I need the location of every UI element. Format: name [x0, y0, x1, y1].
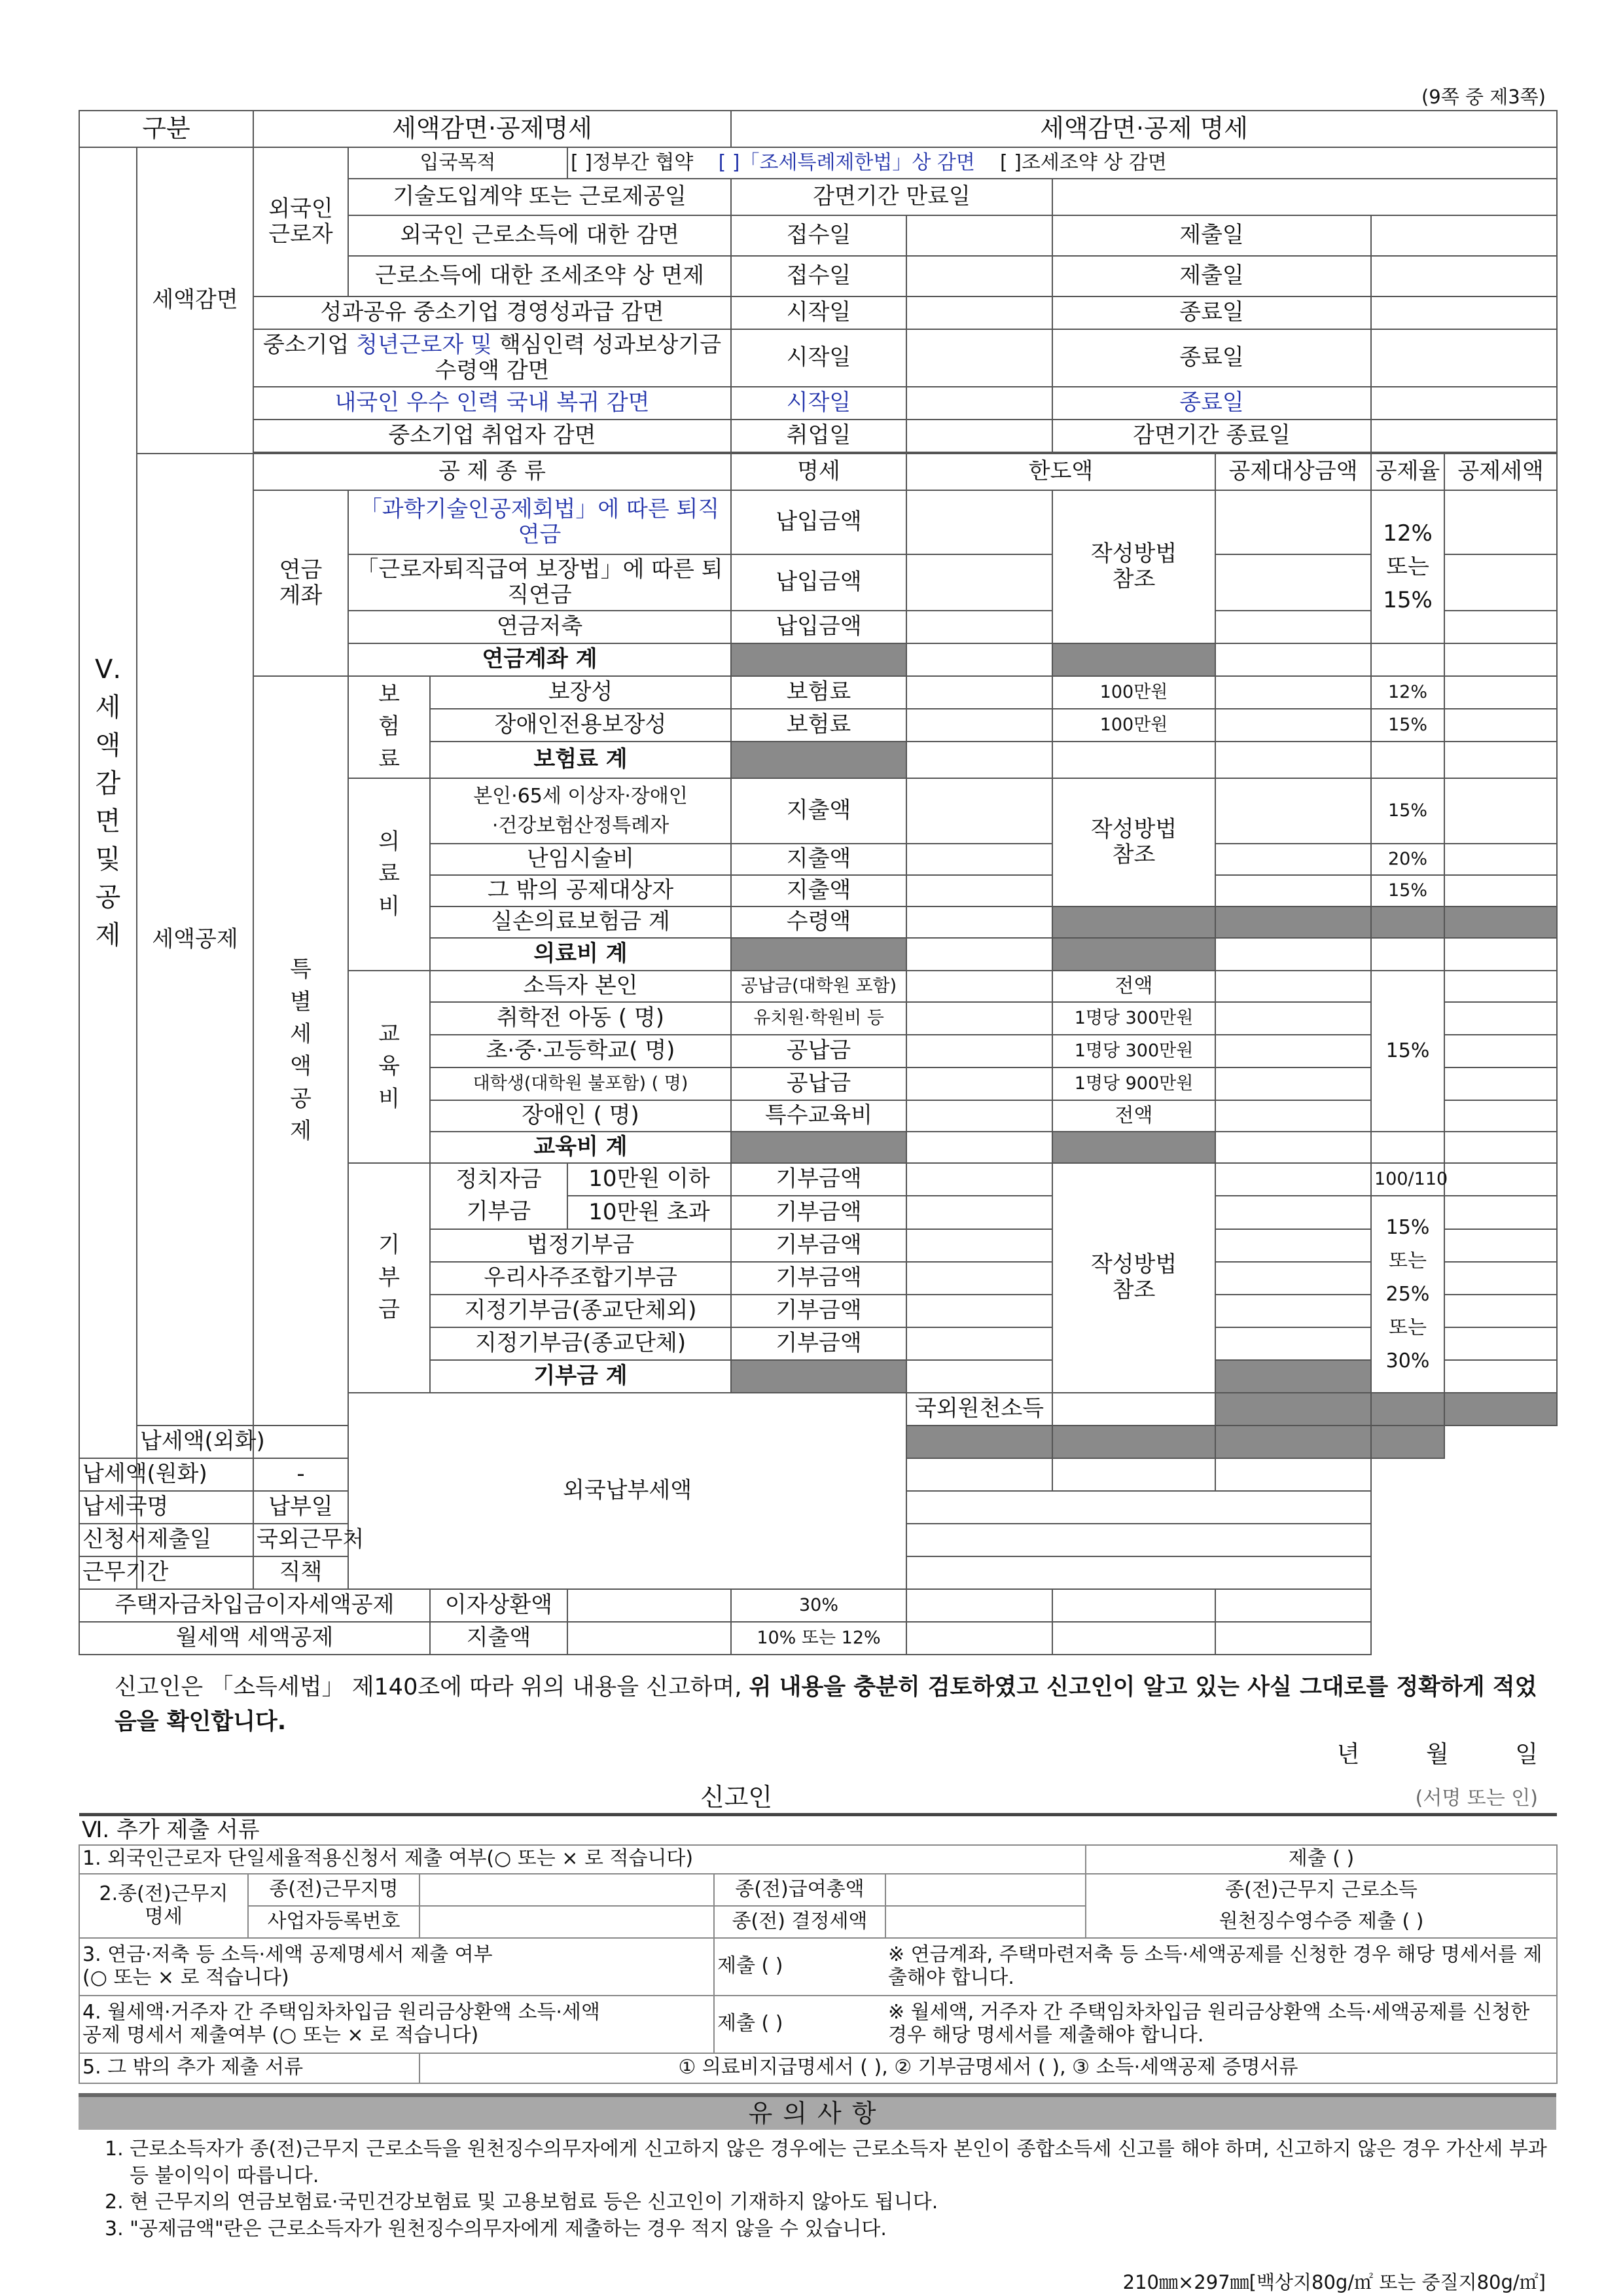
cautions-section	[79, 2093, 1556, 2242]
donation-total-label: 기부금 계	[430, 1360, 731, 1393]
premium-value[interactable]	[906, 676, 1052, 709]
education-total-value[interactable]	[906, 1132, 1052, 1163]
edu-rate: 15%	[1371, 971, 1444, 1132]
application-date-label: 신청서제출일	[79, 1524, 137, 1556]
pension-total-rate	[1371, 643, 1444, 676]
donation-target[interactable]	[1215, 1196, 1371, 1229]
page-number: (9쪽 중 제3쪽)	[1421, 86, 1546, 108]
edu-detail: 특수교육비	[731, 1100, 906, 1132]
donation-amount-label: 기부금액	[731, 1229, 906, 1262]
medical-rate: 15%	[1371, 778, 1444, 844]
prev-decided-tax-value[interactable]	[885, 1906, 1086, 1938]
esop-donation-label: 우리사주조합기부금	[430, 1262, 731, 1295]
housing-rate-col	[1052, 1589, 1215, 1622]
shaded-cell	[1371, 1393, 1444, 1426]
treaty-exempt-label: 근로소득에 대한 조세조약 상 면제	[348, 256, 731, 296]
pension-label: 연금 계좌	[253, 490, 348, 676]
medical-spent-label: 지출액	[731, 875, 906, 906]
medical-total-target[interactable]	[1215, 938, 1371, 971]
pension-total-target[interactable]	[1215, 643, 1371, 676]
donation-amount-label: 기부금액	[731, 1196, 906, 1229]
end-date-value[interactable]	[1371, 387, 1557, 420]
medical-target[interactable]	[1215, 875, 1371, 906]
medical-spent-value[interactable]	[906, 844, 1052, 875]
caution-item: 3. "공제금액"란은 근로소득자가 원천징수의무자에게 제출하는 경우 적지 않을 수 있습니다.	[105, 2217, 887, 2240]
shaded-cell	[731, 643, 906, 676]
medical-total-label: 의료비 계	[430, 938, 731, 971]
edu-limit: 1명당 300만원	[1052, 1002, 1215, 1035]
pension-target-value[interactable]	[1215, 554, 1371, 611]
edu-amount[interactable]	[1444, 1067, 1557, 1100]
medical-label: 의 료 비	[348, 778, 430, 971]
employed-date-value[interactable]	[906, 420, 1052, 452]
pay-date-value[interactable]	[906, 1491, 1371, 1524]
legal-donation-label: 법정기부금	[430, 1229, 731, 1262]
premium-label: 보험료	[731, 676, 906, 709]
header-items: 세액감면·공제명세	[253, 111, 731, 147]
shaded-cell	[1052, 643, 1215, 676]
start-date-label: 시작일	[731, 387, 906, 420]
insurance-rate: 15%	[1371, 709, 1444, 742]
sme-employee-label: 중소기업 취업자 감면	[253, 420, 731, 452]
doc-pension-note: ※ 연금계좌, 주택마련저축 등 소득·세액공제를 신청한 경우 해당 명세서를 제출해야 합니다.	[885, 1938, 1557, 1996]
medical-rate: 20%	[1371, 844, 1444, 875]
insurance-protect-label: 보장성	[430, 676, 731, 709]
paid-fx-label: 납세액(외화)	[137, 1426, 253, 1458]
donation-amount-value[interactable]	[906, 1295, 1052, 1327]
period-end-label: 감면기간 종료일	[1052, 420, 1371, 452]
insurance-target[interactable]	[1215, 676, 1371, 709]
medical-spent-label: 지출액	[731, 778, 906, 844]
doc-pension-statement-label: 3. 연금·저축 등 소득·세액 공제명세서 제출 여부 (○ 또는 × 로 적습니다)	[79, 1938, 714, 1996]
paid-krw-label: 납세액(원화)	[79, 1458, 137, 1491]
housing-detail-label: 이자상환액	[430, 1589, 567, 1622]
edu-target[interactable]	[1215, 1002, 1371, 1035]
prev-decided-tax-label: 종(전) 결정세액	[714, 1906, 885, 1938]
edu-detail-value[interactable]	[906, 1100, 1052, 1132]
donation-amount-label: 기부금액	[731, 1295, 906, 1327]
medical-total-rate	[1371, 938, 1444, 971]
education-total-label: 교육비 계	[430, 1132, 731, 1163]
end-date-label: 종료일	[1052, 329, 1371, 387]
shaded-cell	[1371, 906, 1444, 938]
col-deduction-type: 공 제 종 류	[253, 454, 731, 490]
donation-tax[interactable]	[1444, 1196, 1557, 1229]
pension-target-value[interactable]	[1215, 490, 1371, 554]
donation-rate: 15% 또는 25% 또는 30%	[1371, 1196, 1444, 1393]
paper-spec: 210㎜×297㎜[백상지80g/㎡ 또는 중질지80g/㎡]	[1122, 2271, 1546, 2293]
submitted-date-value[interactable]	[1371, 256, 1557, 296]
pension-amount-value[interactable]	[1444, 554, 1557, 611]
edu-limit: 전액	[1052, 971, 1215, 1002]
medical-amount[interactable]	[1444, 875, 1557, 906]
edu-target[interactable]	[1215, 1035, 1371, 1067]
submitted-date-label: 제출일	[1052, 215, 1371, 256]
end-date-label: 종료일	[1052, 387, 1371, 420]
edu-detail: 공납금(대학원 포함)	[731, 971, 906, 1002]
indemnity-label: 실손의료보험금 계	[430, 906, 731, 938]
edu-detail-value[interactable]	[906, 971, 1052, 1002]
start-date-value[interactable]	[906, 387, 1052, 420]
pension-total-label: 연금계좌 계	[348, 643, 731, 676]
donation-tax[interactable]	[1444, 1163, 1557, 1196]
prev-biz-number-value[interactable]	[419, 1906, 714, 1938]
prev-receipt-submit[interactable]: 종(전)근무지 근로소득 원천징수영수증 제출 ( )	[1086, 1874, 1557, 1938]
education-total-target[interactable]	[1215, 1132, 1371, 1163]
doc-single-rate-label: 1. 외국인근로자 단일세율적용신청서 제출 여부(○ 또는 × 로 적습니다)	[79, 1845, 1086, 1874]
donation-amount-label: 기부금액	[731, 1327, 906, 1360]
employed-date-label: 취업일	[731, 420, 906, 452]
rent-rate: 10% 또는 12%	[731, 1622, 906, 1655]
donation-target[interactable]	[1215, 1295, 1371, 1327]
col-deduction-amount: 공제세액	[1444, 454, 1557, 490]
caution-item: 2. 현 근무지의 연금보험료·국민건강보험료 및 고용보험료 등은 신고인이 기재하지 않아도 됩니다.	[105, 2191, 938, 2214]
housing-target[interactable]	[906, 1589, 1052, 1622]
return-talent-label: 내국인 우수 인력 국내 복귀 감면	[253, 387, 731, 420]
donation-tax[interactable]	[1444, 1295, 1557, 1327]
additional-documents-table	[79, 1813, 1558, 2084]
donation-tax[interactable]	[1444, 1327, 1557, 1360]
edu-detail-value[interactable]	[906, 1035, 1052, 1067]
doc-prev-workplace-label: 2.종(전)근무지 명세	[79, 1874, 248, 1938]
edu-target[interactable]	[1215, 1067, 1371, 1100]
pension-savings-label: 연금저축	[348, 611, 731, 643]
rent-deduction-label: 월세액 세액공제	[79, 1622, 430, 1655]
pension-amount-value[interactable]	[1444, 611, 1557, 643]
shaded-cell	[906, 1426, 1052, 1458]
received-date-value[interactable]	[906, 256, 1052, 296]
medical-received-value[interactable]	[906, 906, 1052, 938]
start-date-value[interactable]	[906, 296, 1052, 329]
shaded-cell	[1052, 1132, 1215, 1163]
donation-label: 기 부 금	[348, 1163, 430, 1393]
foreign-target[interactable]	[906, 1458, 1052, 1491]
shaded-cell	[1052, 938, 1215, 971]
donation-target[interactable]	[1215, 1327, 1371, 1360]
doc-rent-submit[interactable]: 제출 ( )	[714, 1996, 885, 2053]
col-detail: 명세	[731, 454, 906, 490]
edu-disabled-label: 장애인 ( 명)	[430, 1100, 731, 1132]
received-date-label: 접수일	[731, 256, 906, 296]
prev-total-pay-value[interactable]	[885, 1874, 1086, 1906]
sci-pension-label: 「과학기술인공제회법」에 따른 퇴직연금	[348, 490, 731, 554]
reduction-end-label: 감면기간 만료일	[731, 179, 1052, 215]
housing-detail-value[interactable]	[567, 1589, 731, 1622]
signer-label: 신고인	[700, 1783, 773, 1812]
position-label: 직책	[253, 1556, 348, 1589]
edu-detail: 공납금	[731, 1035, 906, 1067]
education-total-rate	[1371, 1132, 1444, 1163]
deduction-label: 세액공제	[137, 454, 253, 1426]
insurance-total-label: 보험료 계	[430, 742, 731, 778]
donation-target[interactable]	[1215, 1262, 1371, 1295]
edu-limit: 1명당 900만원	[1052, 1067, 1215, 1100]
designated-nonreligious-label: 지정기부금(종교단체외)	[430, 1295, 731, 1327]
insurance-amount[interactable]	[1444, 676, 1557, 709]
foreign-amount[interactable]	[1215, 1458, 1371, 1491]
insurance-limit: 100만원	[1052, 709, 1215, 742]
medical-target[interactable]	[1215, 844, 1371, 875]
edu-target[interactable]	[1215, 1100, 1371, 1132]
end-date-value[interactable]	[1371, 329, 1557, 387]
doc-pension-submit[interactable]: 제출 ( )	[714, 1938, 885, 1996]
option-government-treaty[interactable]: [ ]정부간 협약	[571, 151, 694, 174]
foreign-source-label: 국외원천소득	[906, 1393, 1052, 1426]
insurance-total-value[interactable]	[906, 742, 1052, 778]
edu-amount[interactable]	[1444, 971, 1557, 1002]
education-total-amount[interactable]	[1444, 1132, 1557, 1163]
shaded-cell	[731, 1360, 906, 1393]
signature-field[interactable]: (서명 또는 인)	[1415, 1787, 1538, 1810]
option-tax-treaty[interactable]: [ ]조세조약 상 감면	[1000, 151, 1167, 174]
work-period-label: 근무기간	[79, 1556, 137, 1589]
edu-preschool-label: 취학전 아동 ( 명)	[430, 1002, 731, 1035]
pension-paid-value[interactable]	[906, 554, 1052, 611]
medical-limit-note: 작성방법 참조	[1052, 778, 1215, 906]
medical-total-amount[interactable]	[1444, 938, 1557, 971]
medical-total-value[interactable]	[906, 938, 1052, 971]
workplace-value[interactable]	[906, 1524, 1371, 1556]
prev-total-pay-label: 종(전)급여총액	[714, 1874, 885, 1906]
premium-label: 보험료	[731, 709, 906, 742]
housing-amount[interactable]	[1215, 1589, 1371, 1622]
foreign-rate	[1052, 1458, 1215, 1491]
col-target-amount: 공제대상금액	[1215, 454, 1371, 490]
medical-amount[interactable]	[1444, 844, 1557, 875]
end-date-label: 종료일	[1052, 296, 1371, 329]
premium-value[interactable]	[906, 709, 1052, 742]
medical-target[interactable]	[1215, 778, 1371, 844]
docs-section-title: Ⅵ. 추가 제출 서류	[79, 1815, 1557, 1845]
col-limit: 한도액	[906, 454, 1215, 490]
received-date-value[interactable]	[906, 215, 1052, 256]
paid-fx-value[interactable]	[253, 1426, 348, 1458]
edu-detail: 공납금	[731, 1067, 906, 1100]
rent-detail-label: 지출액	[430, 1622, 567, 1655]
insurance-total-target[interactable]	[1215, 742, 1371, 778]
donation-amount-value[interactable]	[906, 1196, 1052, 1229]
col-rate: 공제율	[1371, 454, 1444, 490]
insurance-rate: 12%	[1371, 676, 1444, 709]
shaded-cell	[1444, 1393, 1557, 1426]
donation-amount-label: 기부금액	[731, 1262, 906, 1295]
edu-school-label: 초·중·고등학교( 명)	[430, 1035, 731, 1067]
reduction-end-value[interactable]	[1052, 179, 1557, 215]
designated-religious-label: 지정기부금(종교단체)	[430, 1327, 731, 1360]
medical-other-label: 그 밖의 공제대상자	[430, 875, 731, 906]
doc-single-rate-submit[interactable]: 제출 ( )	[1086, 1845, 1557, 1874]
prev-workplace-name-value[interactable]	[419, 1874, 714, 1906]
cautions-title: 유의사항	[79, 2093, 1556, 2130]
housing-interest-label: 주택자금차입금이자세액공제	[79, 1589, 430, 1622]
donation-target[interactable]	[1215, 1229, 1371, 1262]
medical-spent-value[interactable]	[906, 778, 1052, 844]
retire-pension-label: 「근로자퇴직급여 보장법」에 따른 퇴직연금	[348, 554, 731, 611]
foreign-tax-label: 외국납부세액	[348, 1393, 906, 1589]
edu-self-label: 소득자 본인	[430, 971, 731, 1002]
reduction-label: 세액감면	[137, 147, 253, 454]
start-date-value[interactable]	[906, 329, 1052, 387]
end-date-value[interactable]	[1371, 296, 1557, 329]
housing-rate: 30%	[731, 1589, 906, 1622]
doc-rent-note: ※ 월세액, 거주자 간 주택임차차입금 원리금상환액 소득·세액공제를 신청한 경우 해당 명세서를 제출해야 합니다.	[885, 1996, 1557, 2053]
start-date-label: 시작일	[731, 329, 906, 387]
education-label: 교 육 비	[348, 971, 430, 1163]
medical-spent-label: 지출액	[731, 844, 906, 875]
political-donation-label: 정치자금 기부금	[430, 1163, 567, 1229]
edu-limit: 1명당 300만원	[1052, 1035, 1215, 1067]
donation-amount-value[interactable]	[906, 1262, 1052, 1295]
insurance-disabled-label: 장애인전용보장성	[430, 709, 731, 742]
donation-amount-value[interactable]	[906, 1327, 1052, 1360]
caution-item: 1. 근로소득자가 종(전)근무지 근로소득을 원천징수의무자에게 신고하지 않은 경우에는 근로소득자 본인이 종합소득세 신고를 해야 하며, 신고하지 않은 경우 가산세 부과 등 불이익이 따릅니다.	[105, 2138, 1547, 2187]
pay-date-label: 납부일	[253, 1491, 348, 1524]
section-v-label: Ⅴ. 세 액 감 면 및 공 제	[79, 147, 137, 1458]
donation-limit-note: 작성방법 참조	[1052, 1163, 1215, 1393]
donation-total-target[interactable]	[1444, 1360, 1557, 1393]
donation-amount-label: 기부금액	[731, 1163, 906, 1196]
shaded-cell	[1052, 1426, 1215, 1458]
donation-tax[interactable]	[1444, 1262, 1557, 1295]
foreign-limit-dash: -	[253, 1458, 348, 1491]
pension-paid-label: 납입금액	[731, 490, 906, 554]
doc-other-items[interactable]: ① 의료비지급명세서 ( ), ② 기부금명세서 ( ), ③ 소득·세액공제 증명서류	[419, 2053, 1557, 2083]
pension-limit-note: 작성방법 참조	[1052, 490, 1215, 643]
infertility-label: 난임시술비	[430, 844, 731, 875]
entry-purpose-label: 입국목적	[348, 147, 567, 179]
declaration-date[interactable]: 년 월 일	[1336, 1741, 1538, 1768]
shaded-cell	[731, 742, 906, 778]
political-under-label: 10만원 이하	[567, 1163, 731, 1196]
profit-share-label: 성과공유 중소기업 경영성과급 감면	[253, 296, 731, 329]
medical-self-label: 본인·65세 이상자·장애인 ·건강보험산정특례자	[430, 778, 731, 844]
insurance-target[interactable]	[1215, 709, 1371, 742]
prev-biz-number-label: 사업자등록번호	[248, 1906, 419, 1938]
declaration-text: 신고인은 「소득세법」 제140조에 따라 위의 내용을 신고하며, 위 내용을 충분히 검토하였고 신고인이 알고 있는 사실 그대로를 정확하게 적었음을 확인합니다.	[115, 1674, 1537, 1735]
medical-received-label: 수령액	[731, 906, 906, 938]
foreign-income-reduction-label: 외국인 근로소득에 대한 감면	[348, 215, 731, 256]
edu-detail: 유치원·학원비 등	[731, 1002, 906, 1035]
medical-amount[interactable]	[1444, 778, 1557, 844]
medical-spent-value[interactable]	[906, 875, 1052, 906]
edu-amount[interactable]	[1444, 1035, 1557, 1067]
edu-detail-value[interactable]	[906, 1002, 1052, 1035]
shaded-cell	[1215, 1393, 1371, 1426]
shaded-cell	[1215, 1426, 1371, 1458]
edu-detail-value[interactable]	[906, 1067, 1052, 1100]
header-category: 구분	[79, 111, 253, 147]
received-date-label: 접수일	[731, 215, 906, 256]
donation-amount-value[interactable]	[906, 1163, 1052, 1196]
start-date-label: 시작일	[731, 296, 906, 329]
country-label: 납세국명	[79, 1491, 137, 1524]
shaded-cell	[1052, 906, 1215, 938]
pension-paid-label: 납입금액	[731, 611, 906, 643]
period-end-value[interactable]	[1371, 420, 1557, 452]
insurance-total-rate	[1371, 742, 1444, 778]
donation-amount-value[interactable]	[906, 1229, 1052, 1262]
political-over-label: 10만원 초과	[567, 1196, 731, 1229]
shaded-cell	[1444, 906, 1557, 938]
pension-target-value[interactable]	[1215, 611, 1371, 643]
pension-paid-value[interactable]	[906, 490, 1052, 554]
special-deduction-label: 특 별 세 액 공 제	[253, 676, 348, 1426]
header-details: 세액감면·공제 명세	[731, 111, 1557, 147]
reduction-deduction-table	[79, 110, 1558, 1655]
shaded-cell	[1371, 1426, 1444, 1458]
rent-detail-value[interactable]	[567, 1622, 731, 1655]
edu-limit: 전액	[1052, 1100, 1215, 1132]
prev-workplace-name-label: 종(전)근무지명	[248, 1874, 419, 1906]
submitted-date-value[interactable]	[1371, 215, 1557, 256]
option-special-tax-act[interactable]: [ ]「조세특례제한법」상 감면	[718, 151, 975, 174]
rent-rate-col	[1052, 1622, 1215, 1655]
youth-fund-label: 중소기업 청년근로자 및 핵심인력 성과보상기금 수령액 감면	[253, 329, 731, 387]
edu-univ-label: 대학생(대학원 불포함) ( 명)	[430, 1067, 731, 1100]
position-value[interactable]	[906, 1556, 1371, 1589]
doc-other-label: 5. 그 밖의 추가 제출 서류	[79, 2053, 419, 2083]
foreign-source-value[interactable]	[1052, 1393, 1215, 1426]
donation-total-value[interactable]	[906, 1360, 1052, 1393]
insurance-label: 보 험 료	[348, 676, 430, 778]
edu-amount[interactable]	[1444, 1100, 1557, 1132]
donation-rate-political: 100/110	[1371, 1163, 1444, 1196]
workplace-label: 국외근무처	[253, 1524, 348, 1556]
tech-contract-label: 기술도입계약 또는 근로제공일	[348, 179, 731, 215]
shaded-cell	[731, 1132, 906, 1163]
edu-target[interactable]	[1215, 971, 1371, 1002]
rent-amount[interactable]	[1215, 1622, 1371, 1655]
pension-amount-value[interactable]	[1444, 490, 1557, 554]
pension-total-value[interactable]	[906, 643, 1052, 676]
insurance-limit: 100만원	[1052, 676, 1215, 709]
donation-target[interactable]	[1215, 1163, 1371, 1196]
insurance-amount[interactable]	[1444, 709, 1557, 742]
donation-tax[interactable]	[1444, 1229, 1557, 1262]
shaded-cell	[1215, 906, 1371, 938]
shaded-cell	[731, 938, 906, 971]
doc-rent-statement-label: 4. 월세액·거주자 간 주택임차차입금 원리금상환액 소득·세액 공제 명세서 제출여부 (○ 또는 × 로 적습니다)	[79, 1996, 714, 2053]
insurance-total-amount[interactable]	[1444, 742, 1557, 778]
insurance-total-limit	[1052, 742, 1215, 778]
foreign-worker-label: 외국인 근로자	[253, 147, 348, 296]
pension-total-amount[interactable]	[1444, 643, 1557, 676]
submitted-date-label: 제출일	[1052, 256, 1371, 296]
cautions-list	[79, 2130, 1556, 2242]
rent-target[interactable]	[906, 1622, 1052, 1655]
pension-paid-label: 납입금액	[731, 554, 906, 611]
shaded-cell	[1215, 1360, 1371, 1393]
pension-rate: 12% 또는 15%	[1371, 490, 1444, 643]
edu-amount[interactable]	[1444, 1002, 1557, 1035]
entry-purpose-options	[567, 147, 1557, 179]
medical-rate: 15%	[1371, 875, 1444, 906]
pension-paid-value[interactable]	[906, 611, 1052, 643]
